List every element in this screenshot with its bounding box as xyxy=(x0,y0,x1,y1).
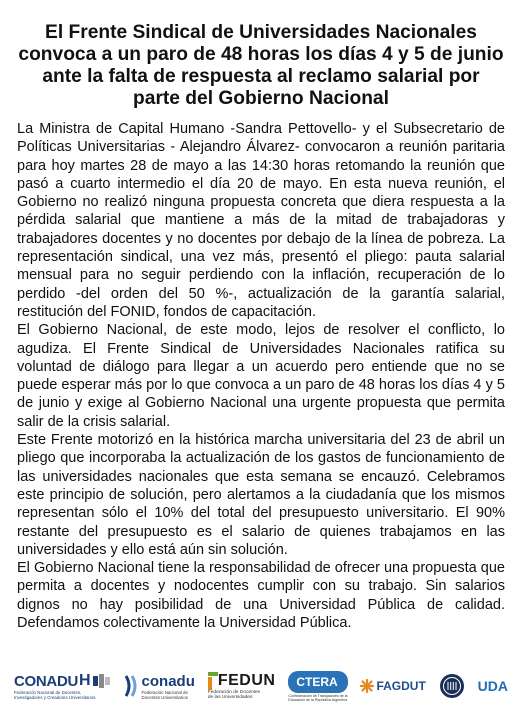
title-line: parte del Gobierno Nacional xyxy=(133,88,389,109)
seal-icon xyxy=(439,673,465,699)
logo-name: CONADU xyxy=(14,672,79,690)
star-gear-icon xyxy=(360,679,374,693)
paragraph: Este Frente motorizó en la histórica marcha universitaria del 23 de abril un pliego que incorporaba la actualización de los gastos de funcionamiento de las universidades nacionales que esta semana se encauzó. Celebramos este principio de solución, pero alertamos a la ciudadanía que los mismos representan sólo el 10% del total del presupuesto universitario. El 90% restante del presupuesto es el salario de quienes trabajamos en las universidades y ello está aún sin solución. xyxy=(17,432,505,558)
union-logos-footer xyxy=(14,662,508,710)
logo-subtitle: Federación de Docentes xyxy=(207,690,261,695)
conadu-logo xyxy=(124,673,195,700)
logo-suffix: H xyxy=(79,672,91,689)
title-line: convoca a un paro de 48 horas los días 4 y 5 de junio xyxy=(18,44,504,65)
ctera-logo xyxy=(288,671,347,702)
logo-name: FEDUN xyxy=(217,672,276,689)
title-line: El Frente Sindical de Universidades Nacionales xyxy=(45,22,477,43)
document-body xyxy=(17,120,505,632)
title-line: ante la falta de respuesta al reclamo salarial por xyxy=(42,66,480,87)
logo-name: CTERA xyxy=(296,674,338,689)
fagdut-logo xyxy=(360,679,425,693)
blocks-icon xyxy=(93,674,111,688)
logo-subtitle: de las Universidades xyxy=(207,695,253,700)
logo-subtitle: Educación de la República Argentina xyxy=(288,697,348,702)
wave-mark-icon xyxy=(124,674,140,698)
paragraph: El Gobierno Nacional, de este modo, lejos de resolver el conflicto, lo agudiza. El Frente Sindical de Universidades Nacionales ratifica su voluntad de diálogo para llegar a un acuerdo pero entiende que no se puede esperar más por lo que convoca a un paro de 48 horas los días 4 y 5 de junio y exige al Gobierno Nacional una urgente propuesta que permita salir de la crisis salarial. xyxy=(17,322,505,430)
logo-subtitle: Federación Nacional de Docentes, xyxy=(14,690,82,695)
logo-subtitle: Docentes Universitarios xyxy=(141,694,188,700)
logo-name: UDA xyxy=(477,678,508,694)
fedun-mark-icon xyxy=(208,672,218,690)
paragraph: La Ministra de Capital Humano -Sandra Pettovello- y el Subsecretario de Políticas Universitarias - Alejandro Álvarez- convocaron a reunión paritaria para hoy martes 28 de mayo a las 14:30 horas retomando la reunión que pasó a cuarto intermedio el día 20 de mayo. En esta nueva reunión, el Gobierno no realizó ninguna propuesta concreta que diera respuesta a la pérdida salarial que mantiene a más de la mitad de trabajadoras y trabajadores docentes y no docentes por debajo de la línea de pobreza. La representación sindical, una vez más, presentó el pliego: pauta salarial mensual para no seguir perdiendo con la inflación, recuperación de lo perdido -del orden del 50 %-, actualización de la garantía salarial, restitución del FONID, fondos de capacitación. xyxy=(17,121,505,320)
conadu-h-logo xyxy=(14,672,111,700)
paragraph: El Gobierno Nacional tiene la responsabilidad de ofrecer una propuesta que permita a docentes y nodocentes cumplir con su trabajo. Sin salarios dignos no hay posibilidad de una Universidad Pública de calidad. Defendamos colectivamente la Universidad Pública. xyxy=(17,560,505,632)
logo-name: FAGDUT xyxy=(376,679,426,693)
seal-logo xyxy=(439,673,465,699)
document-title xyxy=(18,22,504,110)
logo-subtitle: Federación Nacional de xyxy=(141,689,188,695)
fedun-logo xyxy=(208,672,276,700)
logo-subtitle: Investigadores y Creadores Universitarios xyxy=(14,695,96,700)
logo-subtitle: Confederación de Trabajadores de la xyxy=(288,693,348,698)
logo-name: conadu xyxy=(141,672,195,690)
uda-logo xyxy=(478,678,508,694)
